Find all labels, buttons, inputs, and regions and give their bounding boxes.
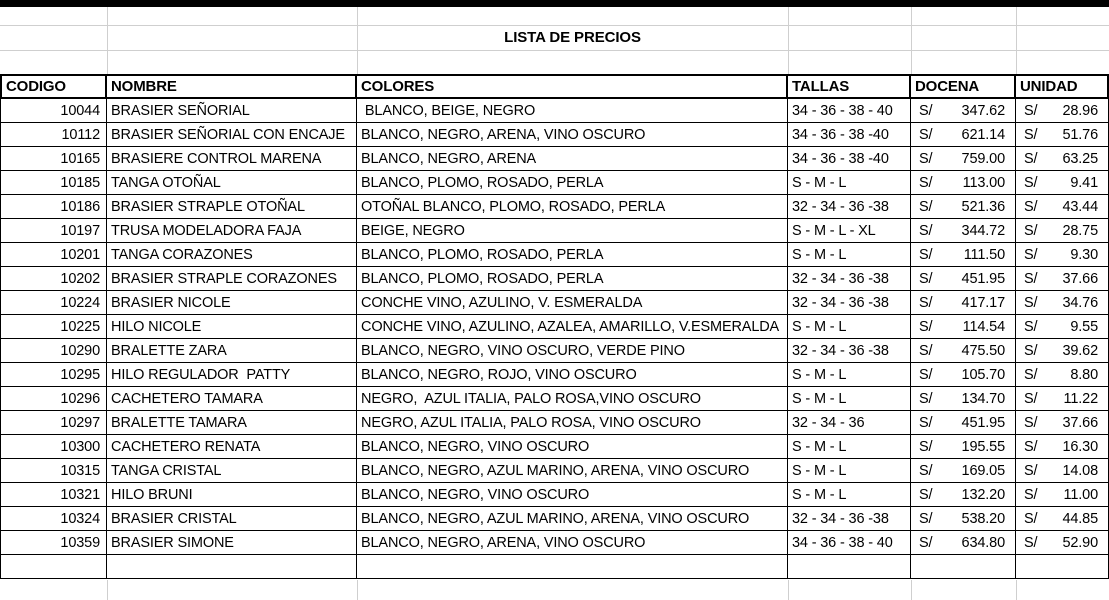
cell-colores[interactable]: BLANCO, PLOMO, ROSADO, PERLA bbox=[357, 243, 788, 267]
empty-cell[interactable] bbox=[0, 555, 107, 579]
currency-symbol: S/ bbox=[919, 342, 933, 359]
cell-unidad[interactable] bbox=[1016, 531, 1109, 555]
cell-docena[interactable] bbox=[911, 531, 1016, 555]
docena-amount: 195.55 bbox=[961, 438, 1005, 455]
cell-tallas[interactable]: 32 - 34 - 36 bbox=[788, 411, 911, 435]
table-row bbox=[0, 291, 1109, 315]
cell-nombre[interactable]: BRASIER SEÑORIAL bbox=[107, 99, 357, 123]
cell-tallas[interactable]: 34 - 36 - 38 - 40 bbox=[788, 99, 911, 123]
cell-codigo[interactable]: 10296 bbox=[0, 387, 107, 411]
table-row bbox=[0, 339, 1109, 363]
unidad-amount: 43.44 bbox=[1062, 198, 1098, 215]
cell-colores[interactable]: BLANCO, BEIGE, NEGRO bbox=[357, 99, 788, 123]
cell-nombre[interactable]: BRALETTE TAMARA bbox=[107, 411, 357, 435]
currency-symbol: S/ bbox=[919, 390, 933, 407]
cell-docena[interactable] bbox=[911, 147, 1016, 171]
cell-unidad[interactable] bbox=[1016, 123, 1109, 147]
unidad-amount: 34.76 bbox=[1062, 294, 1098, 311]
table-row bbox=[0, 147, 1109, 171]
cell-unidad[interactable] bbox=[1016, 147, 1109, 171]
cell-colores[interactable]: BLANCO, NEGRO, VINO OSCURO bbox=[357, 483, 788, 507]
cell-nombre[interactable]: CACHETERO TAMARA bbox=[107, 387, 357, 411]
currency-symbol: S/ bbox=[1024, 318, 1038, 335]
currency-symbol: S/ bbox=[1024, 342, 1038, 359]
unidad-amount: 14.08 bbox=[1062, 462, 1098, 479]
cell-unidad[interactable] bbox=[1016, 459, 1109, 483]
cell-tallas[interactable]: S - M - L bbox=[788, 387, 911, 411]
cell-nombre[interactable]: BRASIER SEÑORIAL CON ENCAJE bbox=[107, 123, 357, 147]
cell-colores[interactable]: BLANCO, PLOMO, ROSADO, PERLA bbox=[357, 171, 788, 195]
empty-cell[interactable] bbox=[788, 555, 911, 579]
cell-tallas[interactable]: 34 - 36 - 38 -40 bbox=[788, 147, 911, 171]
currency-symbol: S/ bbox=[1024, 534, 1038, 551]
cell-tallas[interactable]: 34 - 36 - 38 - 40 bbox=[788, 531, 911, 555]
cell-codigo[interactable]: 10112 bbox=[0, 123, 107, 147]
cell-docena[interactable] bbox=[911, 267, 1016, 291]
docena-amount: 347.62 bbox=[961, 102, 1005, 119]
unidad-amount: 37.66 bbox=[1062, 414, 1098, 431]
cell-nombre[interactable]: HILO NICOLE bbox=[107, 315, 357, 339]
docena-amount: 417.17 bbox=[961, 294, 1005, 311]
cell-unidad[interactable] bbox=[1016, 411, 1109, 435]
currency-symbol: S/ bbox=[919, 318, 933, 335]
cell-tallas[interactable]: S - M - L bbox=[788, 435, 911, 459]
currency-symbol: S/ bbox=[919, 126, 933, 143]
cell-unidad[interactable] bbox=[1016, 339, 1109, 363]
cell-colores[interactable]: BLANCO, NEGRO, ARENA, VINO OSCURO bbox=[357, 531, 788, 555]
currency-symbol: S/ bbox=[1024, 174, 1038, 191]
currency-symbol: S/ bbox=[919, 246, 933, 263]
cell-docena[interactable] bbox=[911, 123, 1016, 147]
docena-amount: 634.80 bbox=[961, 534, 1005, 551]
cell-unidad[interactable] bbox=[1016, 171, 1109, 195]
gridline-col-a-b bbox=[107, 580, 108, 600]
cell-tallas[interactable]: 34 - 36 - 38 -40 bbox=[788, 123, 911, 147]
cell-tallas[interactable]: S - M - L bbox=[788, 459, 911, 483]
currency-symbol: S/ bbox=[919, 462, 933, 479]
currency-symbol: S/ bbox=[919, 174, 933, 191]
cell-docena[interactable] bbox=[911, 219, 1016, 243]
empty-cell[interactable] bbox=[107, 555, 357, 579]
cell-colores[interactable]: BLANCO, NEGRO, ROJO, VINO OSCURO bbox=[357, 363, 788, 387]
cell-unidad[interactable] bbox=[1016, 99, 1109, 123]
cell-nombre[interactable]: BRALETTE ZARA bbox=[107, 339, 357, 363]
table-row bbox=[0, 195, 1109, 219]
cell-docena[interactable] bbox=[911, 291, 1016, 315]
cell-nombre[interactable]: BRASIER NICOLE bbox=[107, 291, 357, 315]
cell-docena[interactable] bbox=[911, 243, 1016, 267]
table-row bbox=[0, 123, 1109, 147]
price-table bbox=[0, 74, 1109, 579]
cell-docena[interactable] bbox=[911, 387, 1016, 411]
unidad-amount: 8.80 bbox=[1070, 366, 1098, 383]
table-row bbox=[0, 483, 1109, 507]
docena-amount: 344.72 bbox=[961, 222, 1005, 239]
table-body bbox=[0, 99, 1109, 555]
table-row bbox=[0, 219, 1109, 243]
currency-symbol: S/ bbox=[1024, 102, 1038, 119]
currency-symbol: S/ bbox=[919, 270, 933, 287]
docena-amount: 475.50 bbox=[961, 342, 1005, 359]
currency-symbol: S/ bbox=[1024, 270, 1038, 287]
cell-docena[interactable] bbox=[911, 195, 1016, 219]
table-row bbox=[0, 531, 1109, 555]
cell-tallas[interactable]: S - M - L bbox=[788, 315, 911, 339]
cell-codigo[interactable]: 10225 bbox=[0, 315, 107, 339]
column-header-nombre[interactable]: NOMBRE bbox=[107, 74, 357, 99]
cell-nombre[interactable]: CACHETERO RENATA bbox=[107, 435, 357, 459]
cell-codigo[interactable]: 10300 bbox=[0, 435, 107, 459]
cell-nombre[interactable]: HILO REGULADOR PATTY bbox=[107, 363, 357, 387]
docena-amount: 114.54 bbox=[962, 318, 1005, 335]
cell-unidad[interactable] bbox=[1016, 219, 1109, 243]
cell-nombre[interactable]: BRASIER STRAPLE OTOÑAL bbox=[107, 195, 357, 219]
column-header-tallas[interactable]: TALLAS bbox=[788, 74, 911, 99]
currency-symbol: S/ bbox=[1024, 294, 1038, 311]
cell-colores[interactable]: OTOÑAL BLANCO, PLOMO, ROSADO, PERLA bbox=[357, 195, 788, 219]
cell-colores[interactable]: CONCHE VINO, AZULINO, V. ESMERALDA bbox=[357, 291, 788, 315]
cell-unidad[interactable] bbox=[1016, 435, 1109, 459]
currency-symbol: S/ bbox=[919, 150, 933, 167]
docena-amount: 132.20 bbox=[961, 486, 1005, 503]
cell-codigo[interactable]: 10201 bbox=[0, 243, 107, 267]
cell-unidad[interactable] bbox=[1016, 507, 1109, 531]
cell-unidad[interactable] bbox=[1016, 291, 1109, 315]
cell-unidad[interactable] bbox=[1016, 243, 1109, 267]
docena-amount: 111.50 bbox=[963, 246, 1005, 263]
cell-colores[interactable]: BLANCO, NEGRO, VINO OSCURO bbox=[357, 435, 788, 459]
cell-codigo[interactable]: 10315 bbox=[0, 459, 107, 483]
docena-amount: 113.00 bbox=[962, 174, 1005, 191]
table-row bbox=[0, 171, 1109, 195]
docena-amount: 759.00 bbox=[961, 150, 1005, 167]
cell-codigo[interactable]: 10044 bbox=[0, 99, 107, 123]
cell-codigo[interactable]: 10295 bbox=[0, 363, 107, 387]
cell-tallas[interactable]: S - M - L bbox=[788, 363, 911, 387]
cell-docena[interactable] bbox=[911, 507, 1016, 531]
table-row bbox=[0, 243, 1109, 267]
docena-amount: 134.70 bbox=[961, 390, 1005, 407]
docena-amount: 621.14 bbox=[961, 126, 1005, 143]
cell-tallas[interactable]: S - M - L bbox=[788, 483, 911, 507]
unidad-amount: 39.62 bbox=[1062, 342, 1098, 359]
cell-docena[interactable] bbox=[911, 315, 1016, 339]
currency-symbol: S/ bbox=[1024, 438, 1038, 455]
cell-codigo[interactable]: 10359 bbox=[0, 531, 107, 555]
gridline-col-d-e bbox=[911, 7, 912, 74]
gridline-col-c-d bbox=[788, 7, 789, 74]
table-row bbox=[0, 507, 1109, 531]
cell-codigo[interactable]: 10324 bbox=[0, 507, 107, 531]
cell-colores[interactable]: BLANCO, NEGRO, ARENA bbox=[357, 147, 788, 171]
table-row bbox=[0, 267, 1109, 291]
docena-amount: 169.05 bbox=[961, 462, 1005, 479]
cell-docena[interactable] bbox=[911, 99, 1016, 123]
cell-codigo[interactable]: 10186 bbox=[0, 195, 107, 219]
cell-codigo[interactable]: 10224 bbox=[0, 291, 107, 315]
currency-symbol: S/ bbox=[1024, 510, 1038, 527]
cell-nombre[interactable]: BRASIER SIMONE bbox=[107, 531, 357, 555]
column-header-colores[interactable]: COLORES bbox=[357, 74, 788, 99]
currency-symbol: S/ bbox=[1024, 366, 1038, 383]
table-row bbox=[0, 387, 1109, 411]
cell-docena[interactable] bbox=[911, 411, 1016, 435]
cell-nombre[interactable]: TANGA CORAZONES bbox=[107, 243, 357, 267]
cell-unidad[interactable] bbox=[1016, 195, 1109, 219]
cell-codigo[interactable]: 10290 bbox=[0, 339, 107, 363]
page-title: LISTA DE PRECIOS bbox=[504, 29, 641, 46]
cell-codigo[interactable]: 10185 bbox=[0, 171, 107, 195]
currency-symbol: S/ bbox=[919, 486, 933, 503]
cell-docena[interactable] bbox=[911, 459, 1016, 483]
cell-codigo[interactable]: 10202 bbox=[0, 267, 107, 291]
currency-symbol: S/ bbox=[1024, 222, 1038, 239]
gridline-col-e-f bbox=[1016, 580, 1017, 600]
docena-amount: 521.36 bbox=[961, 198, 1005, 215]
cell-colores[interactable]: BLANCO, NEGRO, ARENA, VINO OSCURO bbox=[357, 123, 788, 147]
unidad-amount: 63.25 bbox=[1062, 150, 1098, 167]
table-row bbox=[0, 459, 1109, 483]
currency-symbol: S/ bbox=[1024, 390, 1038, 407]
currency-symbol: S/ bbox=[919, 510, 933, 527]
cell-docena[interactable] bbox=[911, 339, 1016, 363]
cell-codigo[interactable]: 10197 bbox=[0, 219, 107, 243]
cell-codigo[interactable]: 10297 bbox=[0, 411, 107, 435]
cell-docena[interactable] bbox=[911, 171, 1016, 195]
cell-nombre[interactable]: TANGA OTOÑAL bbox=[107, 171, 357, 195]
docena-amount: 451.95 bbox=[961, 270, 1005, 287]
cell-colores[interactable]: BLANCO, NEGRO, AZUL MARINO, ARENA, VINO OSCURO bbox=[357, 459, 788, 483]
table-header-row bbox=[0, 74, 1109, 99]
table-row bbox=[0, 363, 1109, 387]
unidad-amount: 9.55 bbox=[1070, 318, 1098, 335]
unidad-amount: 52.90 bbox=[1062, 534, 1098, 551]
empty-cell[interactable] bbox=[357, 555, 788, 579]
unidad-amount: 51.76 bbox=[1062, 126, 1098, 143]
cell-nombre[interactable]: TANGA CRISTAL bbox=[107, 459, 357, 483]
cell-colores[interactable]: CONCHE VINO, AZULINO, AZALEA, AMARILLO, V.ESMERALDA bbox=[357, 315, 788, 339]
table-row bbox=[0, 411, 1109, 435]
unidad-amount: 16.30 bbox=[1062, 438, 1098, 455]
cell-tallas[interactable]: 32 - 34 - 36 -38 bbox=[788, 291, 911, 315]
cell-unidad[interactable] bbox=[1016, 267, 1109, 291]
cell-docena[interactable] bbox=[911, 363, 1016, 387]
currency-symbol: S/ bbox=[919, 222, 933, 239]
empty-table-row bbox=[0, 555, 1109, 579]
currency-symbol: S/ bbox=[1024, 486, 1038, 503]
cell-nombre[interactable]: BRASIERE CONTROL MARENA bbox=[107, 147, 357, 171]
currency-symbol: S/ bbox=[919, 198, 933, 215]
gridline-col-b-c bbox=[357, 580, 358, 600]
cell-unidad[interactable] bbox=[1016, 363, 1109, 387]
currency-symbol: S/ bbox=[919, 366, 933, 383]
column-header-codigo[interactable]: CODIGO bbox=[0, 74, 107, 99]
empty-cell[interactable] bbox=[1016, 555, 1109, 579]
unidad-amount: 37.66 bbox=[1062, 270, 1098, 287]
currency-symbol: S/ bbox=[1024, 246, 1038, 263]
unidad-amount: 28.96 bbox=[1062, 102, 1098, 119]
cell-docena[interactable] bbox=[911, 435, 1016, 459]
unidad-amount: 11.22 bbox=[1063, 390, 1098, 407]
unidad-amount: 28.75 bbox=[1062, 222, 1098, 239]
table-row bbox=[0, 99, 1109, 123]
currency-symbol: S/ bbox=[919, 438, 933, 455]
cell-tallas[interactable]: 32 - 34 - 36 -38 bbox=[788, 195, 911, 219]
table-row bbox=[0, 435, 1109, 459]
column-header-unidad[interactable]: UNIDAD bbox=[1016, 74, 1109, 99]
cell-colores[interactable]: BLANCO, NEGRO, VINO OSCURO, VERDE PINO bbox=[357, 339, 788, 363]
black-filled-row bbox=[0, 0, 1109, 7]
column-header-docena[interactable]: DOCENA bbox=[911, 74, 1016, 99]
cell-tallas[interactable]: S - M - L bbox=[788, 243, 911, 267]
cell-colores[interactable]: NEGRO, AZUL ITALIA, PALO ROSA, VINO OSCURO bbox=[357, 411, 788, 435]
unidad-amount: 9.41 bbox=[1070, 174, 1098, 191]
currency-symbol: S/ bbox=[919, 414, 933, 431]
cell-unidad[interactable] bbox=[1016, 387, 1109, 411]
cell-unidad[interactable] bbox=[1016, 315, 1109, 339]
cell-docena[interactable] bbox=[911, 483, 1016, 507]
cell-codigo[interactable]: 10165 bbox=[0, 147, 107, 171]
cell-tallas[interactable]: S - M - L bbox=[788, 171, 911, 195]
cell-nombre[interactable]: BRASIER STRAPLE CORAZONES bbox=[107, 267, 357, 291]
cell-nombre[interactable]: BRASIER CRISTAL bbox=[107, 507, 357, 531]
cell-unidad[interactable] bbox=[1016, 483, 1109, 507]
gridline-col-e-f bbox=[1016, 7, 1017, 74]
cell-colores[interactable]: BLANCO, NEGRO, AZUL MARINO, ARENA, VINO OSCURO bbox=[357, 507, 788, 531]
currency-symbol: S/ bbox=[1024, 150, 1038, 167]
docena-amount: 105.70 bbox=[961, 366, 1005, 383]
currency-symbol: S/ bbox=[919, 294, 933, 311]
currency-symbol: S/ bbox=[919, 534, 933, 551]
cell-colores[interactable]: BEIGE, NEGRO bbox=[357, 219, 788, 243]
gridline-row bbox=[0, 50, 1109, 51]
cell-tallas[interactable]: 32 - 34 - 36 -38 bbox=[788, 267, 911, 291]
docena-amount: 451.95 bbox=[961, 414, 1005, 431]
cell-colores[interactable]: NEGRO, AZUL ITALIA, PALO ROSA,VINO OSCURO bbox=[357, 387, 788, 411]
cell-codigo[interactable]: 10321 bbox=[0, 483, 107, 507]
currency-symbol: S/ bbox=[1024, 462, 1038, 479]
empty-cell[interactable] bbox=[911, 555, 1016, 579]
unidad-amount: 44.85 bbox=[1062, 510, 1098, 527]
gridline-col-c-d bbox=[788, 580, 789, 600]
docena-amount: 538.20 bbox=[961, 510, 1005, 527]
table-row bbox=[0, 315, 1109, 339]
cell-tallas[interactable]: 32 - 34 - 36 -38 bbox=[788, 339, 911, 363]
cell-tallas[interactable]: S - M - L - XL bbox=[788, 219, 911, 243]
cell-tallas[interactable]: 32 - 34 - 36 -38 bbox=[788, 507, 911, 531]
cell-colores[interactable]: BLANCO, PLOMO, ROSADO, PERLA bbox=[357, 267, 788, 291]
cell-nombre[interactable]: TRUSA MODELADORA FAJA bbox=[107, 219, 357, 243]
cell-nombre[interactable]: HILO BRUNI bbox=[107, 483, 357, 507]
unidad-amount: 9.30 bbox=[1070, 246, 1098, 263]
currency-symbol: S/ bbox=[919, 102, 933, 119]
currency-symbol: S/ bbox=[1024, 198, 1038, 215]
gridline-col-a-b bbox=[107, 7, 108, 74]
unidad-amount: 11.00 bbox=[1063, 486, 1098, 503]
currency-symbol: S/ bbox=[1024, 414, 1038, 431]
gridline-col-d-e bbox=[911, 580, 912, 600]
currency-symbol: S/ bbox=[1024, 126, 1038, 143]
